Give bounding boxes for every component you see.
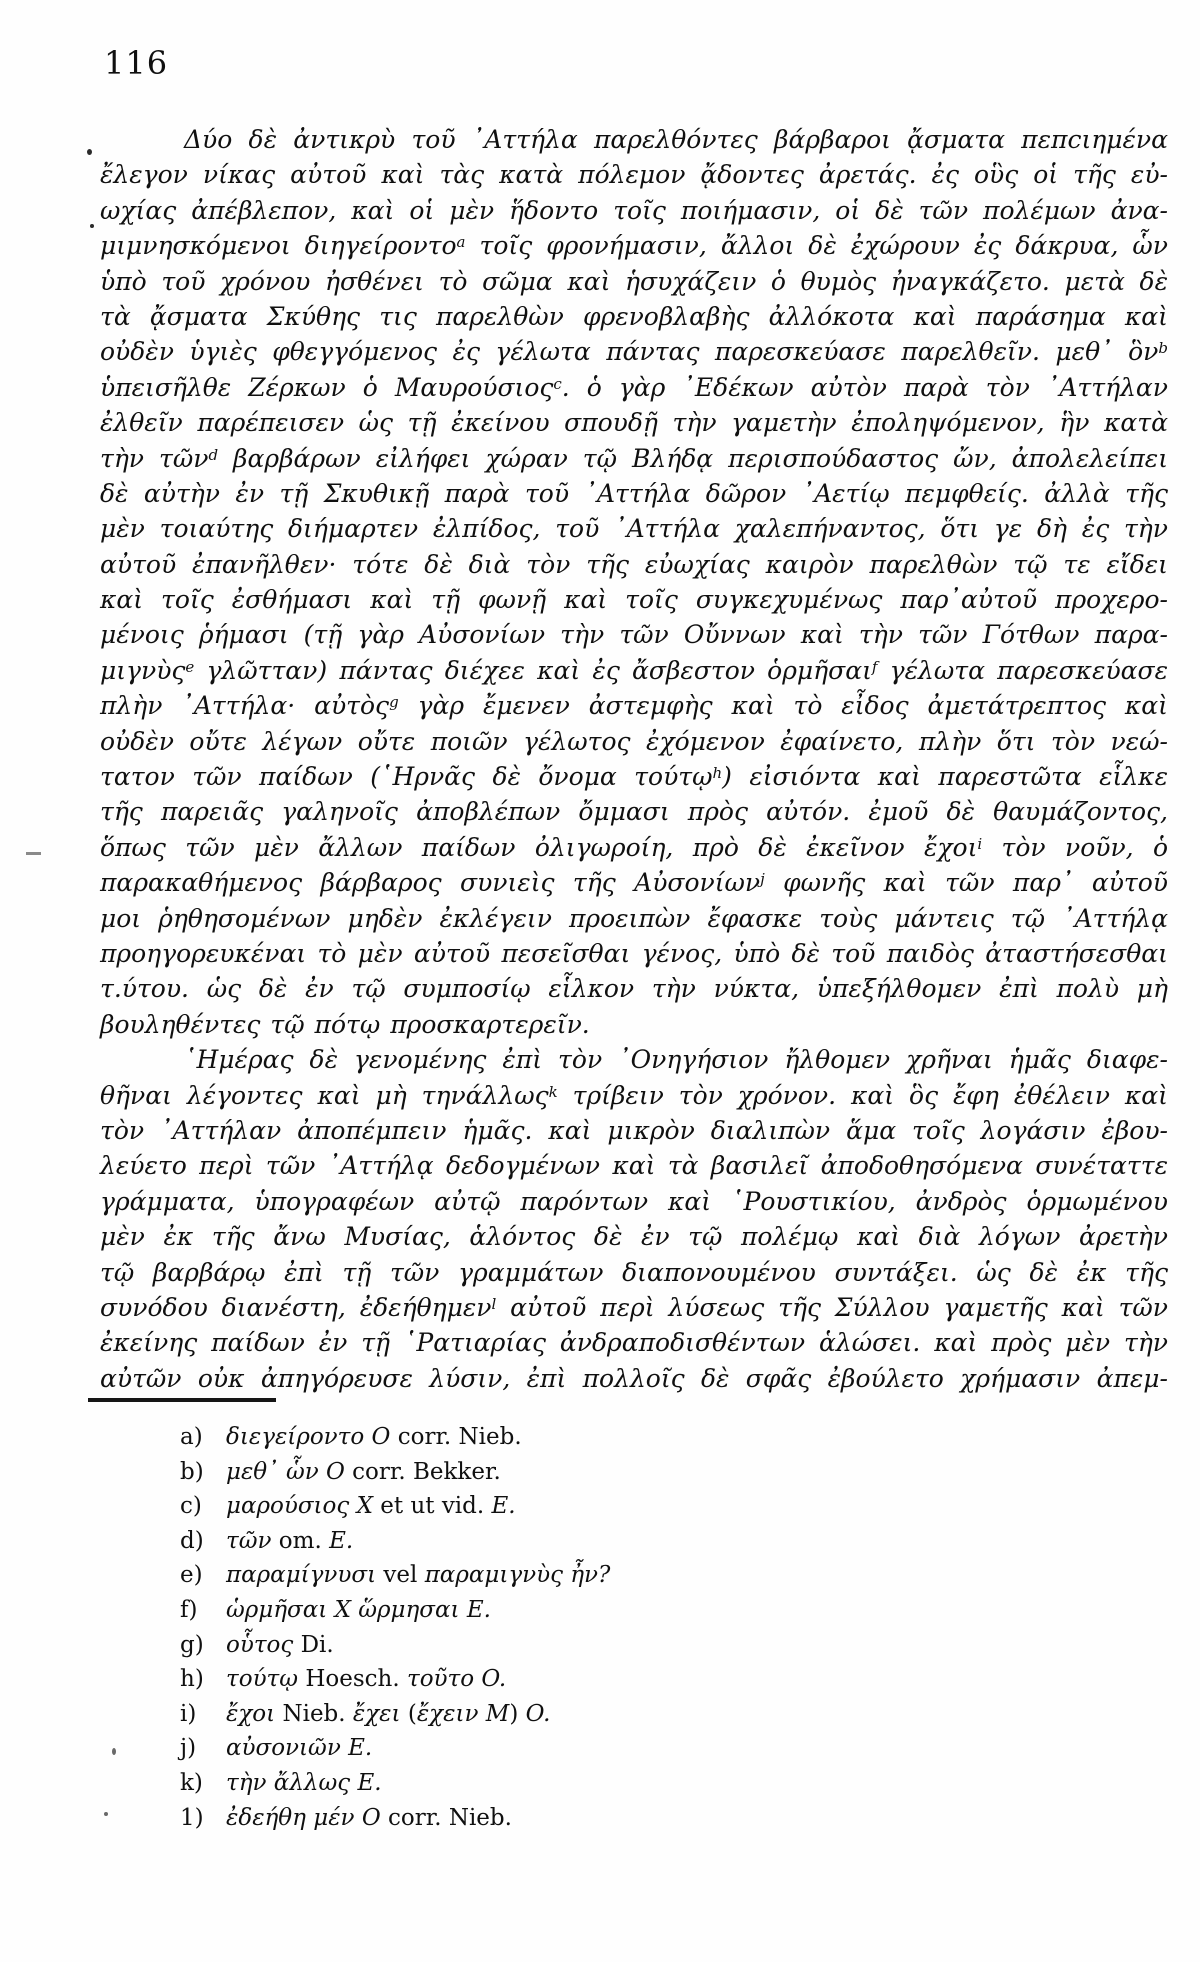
text-line: τὸν ᾽Αττήλαν ἀποπέμπειν ἡμᾶς. καὶ μικρὸν διαλιπὼν ἅμα τοῖς λογάσιν ἐβου- xyxy=(100,1115,1168,1145)
paragraph xyxy=(100,1042,1168,1396)
text-line: γράμματα, ὑπογραφέων αὐτῷ παρόντων καὶ ῾Ρουστικίου, ἀνδρὸς ὁρμωμένου xyxy=(100,1186,1168,1216)
footnote-greek-text: τούτῳ xyxy=(226,1666,306,1693)
paragraph xyxy=(100,122,1168,1042)
footnote-ref: l xyxy=(491,1294,497,1313)
footnote-ref: i xyxy=(977,834,983,853)
footnote-greek-text: τοῦτο xyxy=(406,1666,482,1693)
footnote-siglum: E. xyxy=(466,1596,491,1623)
text-line: ἐλθεῖν παρέπεισεν ὡς τῇ ἐκείνου σπουδῇ τὴν γαμετὴν ἐποληψόμενον, ἣν κατὰ xyxy=(100,408,1168,438)
footnote-label: b) xyxy=(180,1458,204,1485)
footnote-latin-text: Hoesch. xyxy=(305,1666,407,1693)
text-line: ῾Ημέρας δὲ γενομένης ἐπὶ τὸν ᾽Ονηγήσιον ἤλθομεν χρῆναι ἡμᾶς διαφε- xyxy=(184,1045,1168,1075)
scan-artifact xyxy=(112,1748,116,1755)
text-line: τατον τῶν παίδων (῾Ηρνᾶς δὲ ὄνομα τούτῳ$^h$) εἰσιόντα καὶ παρεστῶτα εἷλκε xyxy=(100,762,1168,792)
text-line: μένοις ῥήμασι (τῇ γὰρ Αὐσονίων τὴν τῶν Οὔννων καὶ τὴν τῶν Γότθων παρα- xyxy=(100,620,1168,650)
footnote-latin-text: corr. Bekker. xyxy=(352,1458,501,1485)
text-line: ὅπως τῶν μὲν ἄλλων παίδων ὀλιγωροίη, πρὸ δὲ ἐκεῖνον ἔχοι$^i$ τὸν νοῦν, ὁ xyxy=(100,832,1169,862)
footnote-greek-text: αὐσονιῶν xyxy=(226,1735,349,1762)
footnote-greek-text: ὥρμησαι xyxy=(358,1596,467,1623)
footnote-greek-text: ἐδεήθη μέν xyxy=(226,1804,362,1831)
text-line: μιμνησκόμενοι διηγείροντο$^a$ τοῖς φρονήμασιν, ἄλλοι δὲ ἐχώρουν ἐς δάκρυα, ὧν xyxy=(100,231,1168,261)
footnote-separator-rule xyxy=(88,1398,276,1402)
text-line: μοι ῥηθησομένων μηδὲν ἐκλέγειν προειπὼν ἔφασκε τοὺς μάντεις τῷ ᾽Αττήλᾳ xyxy=(100,903,1168,933)
scan-artifact xyxy=(104,1812,108,1816)
footnote-label: g) xyxy=(180,1631,204,1658)
page-number: 116 xyxy=(104,44,169,82)
text-line: τῷ βαρβάρῳ ἐπὶ τῇ τῶν γραμμάτων διαπονουμένου συντάξει. ὡς δὲ ἐκ τῆς xyxy=(100,1257,1168,1287)
footnote-latin-text: et ut vid. xyxy=(380,1493,492,1520)
text-line: λεύετο περὶ τῶν ᾽Αττήλᾳ δεδογμένων καὶ τὰ βασιλεῖ ἀποδοθησόμενα συνέταττε xyxy=(100,1151,1168,1181)
footnote-item xyxy=(180,1489,1100,1524)
text-line: Δύο δὲ ἀντικρὺ τοῦ ᾽Αττήλα παρελθόντες βάρβαροι ᾄσματα πεπcιημένα xyxy=(184,125,1168,154)
footnote-ref: k xyxy=(548,1082,558,1101)
text-line: πλὴν ᾽Αττήλα· αὐτὸς$^g$ γὰρ ἔμενεν ἀστεμφὴς καὶ τὸ εἶδος ἀμετάτρεπτος καὶ xyxy=(100,691,1168,721)
footnote-ref: a xyxy=(456,233,466,252)
footnote-greek-text: ὡρμῆσαι xyxy=(226,1596,335,1623)
footnote-item xyxy=(180,1558,1100,1593)
footnote-item xyxy=(180,1731,1100,1766)
footnote-greek-text: ἔχοι xyxy=(226,1700,283,1727)
footnote-greek-text: παραμίγνυσι xyxy=(226,1562,384,1589)
footnote-label: 1) xyxy=(180,1804,204,1831)
footnote-item xyxy=(180,1801,1100,1836)
footnote-siglum: O xyxy=(371,1424,398,1450)
footnote-label: e) xyxy=(180,1562,203,1589)
footnote-item xyxy=(180,1420,1100,1455)
footnote-item xyxy=(180,1455,1100,1490)
footnote-label: f) xyxy=(180,1596,198,1623)
footnote-greek-text: ἔχειν xyxy=(416,1700,486,1727)
text-line: τῆς παρειᾶς γαληνοῖς ἀποβλέπων ὄμμασι πρὸς αὐτόν. ἐμοῦ δὲ θαυμάζοντος, xyxy=(100,797,1168,827)
footnote-label: h) xyxy=(180,1666,204,1693)
text-line: βουληθέντες τῷ πότῳ προσκαρτερεῖν. xyxy=(100,1009,590,1039)
footnote-greek-text: τὴν ἄλλως xyxy=(226,1769,358,1796)
footnote-latin-text: corr. Nieb. xyxy=(388,1804,512,1831)
text-line: δὲ αὐτὴν ἐν τῇ Σκυθικῇ παρὰ τοῦ ᾽Αττήλα δῶρον ᾽Αετίῳ πεμφθείς. ἀλλὰ τῆς xyxy=(100,478,1168,508)
footnote-label: c) xyxy=(180,1493,202,1520)
footnote-ref: d xyxy=(208,445,219,464)
footnote-ref: f xyxy=(871,657,878,676)
footnote-greek-text: παραμιγνὺς ἦν? xyxy=(424,1562,611,1589)
text-line: αὐτῶν οὐκ ἀπηγόρευσε λύσιν, ἐπὶ πολλοῖς δὲ σφᾶς ἐβούλετο χρήμασιν ἀπεμ- xyxy=(100,1363,1168,1393)
footnote-item xyxy=(180,1697,1100,1732)
footnote-item xyxy=(180,1593,1100,1628)
footnote-item xyxy=(180,1628,1100,1663)
footnote-item xyxy=(180,1524,1100,1559)
footnote-siglum: X xyxy=(334,1596,359,1623)
footnote-label: d) xyxy=(180,1527,204,1554)
footnote-latin-text: ( xyxy=(407,1700,417,1727)
footnote-latin-text: Di. xyxy=(300,1631,334,1658)
text-line: ωχίας ἀπέβλεπον, καὶ οἱ μὲν ἥδοντο τοῖς ποιήμασιν, οἱ δὲ τῶν πολέμων ἀνα- xyxy=(100,195,1168,225)
text-line: ὑπεισῆλθε Ζέρκων ὁ Μαυρούσιος$^c$. ὁ γὰρ ᾽Εδέκων αὐτὸν παρὰ τὸν ᾽Αττήλαν xyxy=(100,372,1168,402)
text-line: παρακαθήμενος βάρβαρος συνιεὶς τῆς Αὐσονίων$^j$ φωνῆς καὶ τῶν παρ᾽ αὐτοῦ xyxy=(100,868,1168,898)
footnote-greek-text: μεθ᾽ ὧν xyxy=(226,1458,326,1485)
text-block xyxy=(100,122,1168,1396)
footnote-item xyxy=(180,1766,1100,1801)
footnote-label: j) xyxy=(180,1735,197,1762)
footnote-label: i) xyxy=(180,1700,197,1727)
footnote-label: a) xyxy=(180,1424,203,1450)
footnote-siglum: O xyxy=(361,1804,389,1831)
text-line: μὲν τοιαύτης διήμαρτεν ἐλπίδος, τοῦ ᾽Αττήλα χαλεπήναντος, ὅτι γε δὴ ἐς τὴν xyxy=(100,514,1168,544)
footnote-latin-text: vel xyxy=(383,1562,425,1589)
text-line: τὰ ᾄσματα Σκύθης τις παρελθὼν φρενοβλαβὴς ἀλλόκοτα καὶ παράσημα καὶ xyxy=(100,301,1168,331)
footnote-greek-text: μαρούσιος xyxy=(226,1493,357,1520)
text-line: τ.ύτου. ὡς δὲ ἐν τῷ συμποσίῳ εἷλκον τὴν νύκτα, ὑπεξήλθομεν ἐπὶ πολὺ μὴ xyxy=(100,974,1168,1004)
text-line: συνόδου διανέστη, ἐδεήθημεν$^l$ αὐτοῦ περὶ λύσεως τῆς Σύλλου γαμετῆς καὶ τῶν xyxy=(100,1292,1168,1322)
footnote-siglum: E. xyxy=(348,1735,373,1762)
text-line: καὶ τοῖς ἐσθήμασι καὶ τῇ φωνῇ καὶ τοῖς συγκεχυμένως παρ᾽αὐτοῦ προχερο- xyxy=(100,585,1168,615)
footnote-siglum: E. xyxy=(357,1769,382,1796)
footnote-ref: j xyxy=(760,870,765,889)
footnote-greek-text: τῶν xyxy=(226,1527,279,1554)
text-line: ὑπὸ τοῦ χρόνου ἠσθένει τὸ σῶμα καὶ ἡσυχάζειν ὁ θυμὸς ἠναγκάζετο. μετὰ δὲ xyxy=(100,266,1168,296)
scan-artifact xyxy=(26,852,41,855)
footnote-latin-text: Nieb. xyxy=(282,1700,353,1727)
footnote-item xyxy=(180,1662,1100,1697)
footnote-siglum: M xyxy=(485,1700,510,1727)
text-line: ἐκείνης παίδων ἐν τῇ ῾Ρατιαρίας ἀνδραποδισθέντων ἁλώσει. καὶ πρὸς μὲν τὴν xyxy=(100,1328,1168,1358)
text-line: τὴν τῶν$^d$ βαρβάρων εἰλήφει χώραν τῷ Βλήδᾳ περισπούδαστος ὤν, ἀπολελείπει xyxy=(100,443,1169,473)
footnote-greek-text: διεγείροντο xyxy=(226,1424,372,1450)
text-line: μὲν ἐκ τῆς ἄνω Μυσίας, ἁλόντος δὲ ἐν τῷ πολέμῳ καὶ διὰ λόγων ἀρετὴν xyxy=(100,1222,1168,1252)
footnote-latin-text: corr. Nieb. xyxy=(397,1424,522,1450)
text-line: οὐδὲν οὔτε λέγων οὔτε ποιῶν γέλωτος ἐχόμενον ἐφαίνετο, πλὴν ὅτι τὸν νεώ- xyxy=(100,726,1168,756)
text-line: οὐδὲν ὑγιὲς φθεγγόμενος ἐς γέλωτα πάντας παρεσκεύασε παρελθεῖν. μεθ᾽ ὃν$^b$ xyxy=(100,337,1168,367)
footnote-siglum: E. xyxy=(329,1527,354,1554)
footnote-siglum: E. xyxy=(491,1493,516,1520)
footnote-greek-text: ἔχει xyxy=(352,1700,408,1727)
footnote-ref: h xyxy=(712,764,723,783)
footnote-label: k) xyxy=(180,1769,203,1796)
footnote-siglum: O. xyxy=(525,1700,551,1727)
footnote-greek-text: οὗτος xyxy=(226,1631,301,1658)
footnote-siglum: O xyxy=(326,1458,353,1485)
footnote-siglum: X xyxy=(356,1493,381,1520)
text-line: μιγνὺς$^e$ γλῶτταν) πάντας διέχεε καὶ ἐς ἄσβεστον ὁρμῆσαι$^f$ γέλωτα παρεσκεύασε xyxy=(100,655,1169,685)
text-line: αὐτοῦ ἐπανῆλθεν· τότε δὲ διὰ τὸν τῆς εὐωχίας καιρὸν παρελθὼν τῷ τε εἴδει xyxy=(100,549,1168,579)
footnote-latin-text: om. xyxy=(278,1527,330,1554)
footnote-ref: b xyxy=(1158,339,1168,358)
footnotes xyxy=(180,1420,1100,1835)
text-line: ἔλεγον νίκας αὐτοῦ καὶ τὰς κατὰ πόλεμον ᾄδοντες ἀρετάς. ἐς οὓς οἱ τῆς εὐ- xyxy=(100,160,1168,190)
footnote-ref: e xyxy=(185,657,195,676)
footnote-siglum: O. xyxy=(481,1666,507,1693)
footnote-ref: g xyxy=(389,693,399,712)
text-line: προηγορευκέναι τὸ μὲν αὐτοῦ πεσεῖσθαι γένος, ὑπὸ δὲ τοῦ παιδὸς ἀταστήσεσθαι xyxy=(100,938,1168,968)
scan-artifact xyxy=(87,149,92,155)
footnote-latin-text: ) xyxy=(509,1700,526,1727)
text-line: θῆναι λέγοντες καὶ μὴ τηνάλλως$^k$ τρίβειν τὸν χρόνον. καὶ ὃς ἔφη ἐθέλειν καὶ xyxy=(100,1080,1168,1110)
scan-artifact xyxy=(90,224,94,228)
footnote-ref: c xyxy=(553,374,562,393)
